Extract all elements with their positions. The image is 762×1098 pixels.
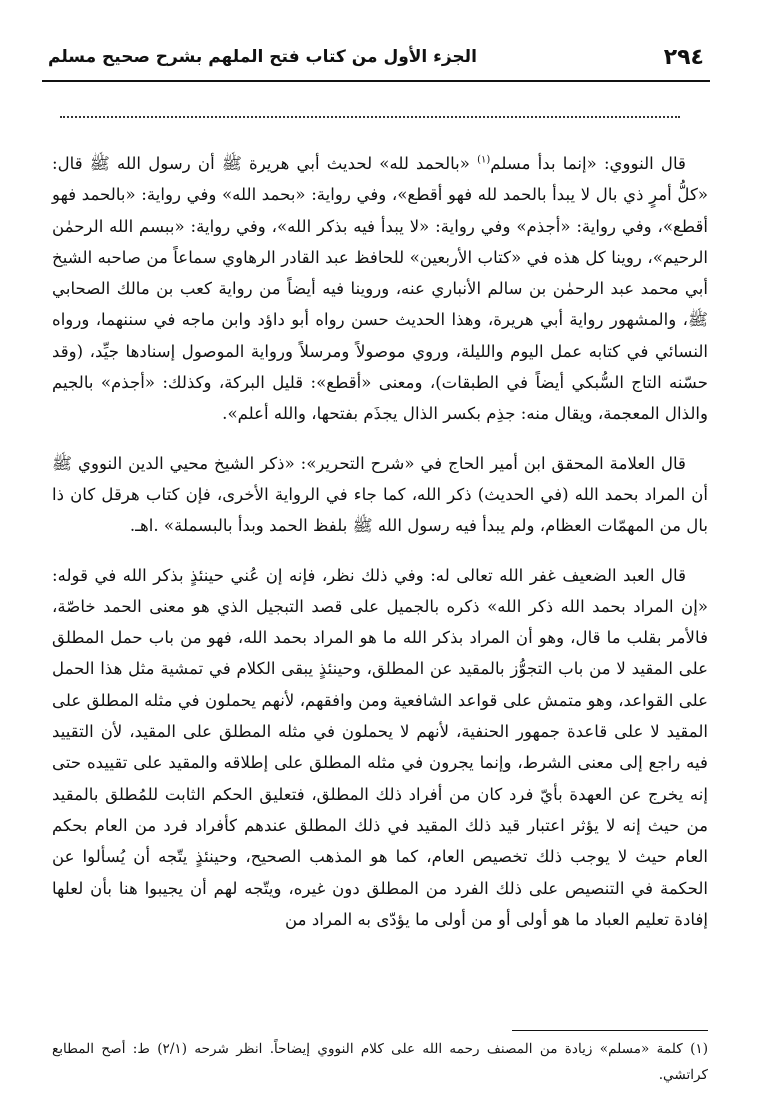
page-header xyxy=(48,40,704,74)
footnote xyxy=(52,1036,708,1088)
paragraph-1-lead: قال النووي: «إنما بدأ مسلم xyxy=(490,154,686,173)
header-rule xyxy=(42,80,710,82)
footnote-text: كلمة «مسلم» زيادة من المصنف رحمه الله على كلام النووي إيضاحاً. انظر شرحه (٢/١) ط: أصح المطابع كراتشي. xyxy=(52,1041,708,1083)
dotted-separator xyxy=(60,104,680,118)
main-text xyxy=(52,148,708,935)
running-title: الجزء الأول من كتاب فتح الملهم بشرح صحيح مسلم xyxy=(48,47,477,67)
footnote-rule xyxy=(512,1030,708,1031)
footnote-ref: (١) xyxy=(477,154,491,166)
paragraph-3: قال العبد الضعيف غفر الله تعالى له: وفي ذلك نظر، فإنه إن عُني حينئذٍ بذكر الله في قوله: «إن المراد بحمد الله ذكر الله» ذكره بالجميل على قصد التبجيل الذي هو معنى الحمد خاصّة، فالأمر بقلب ما قال، وهو أن المراد بذكر الله ما هو المراد بحمد الله، فهو من باب حمل المطلق على المقيد لا من باب التجوُّز بالمقيد عن المطلق، وحينئذٍ يبقى الكلام في تمشية مثل هذا الحمل على القواعد، وهو متمش على قواعد الشافعية ومن وافقهم، لأنهم يحملون في مثله المطلق على المقيد لا على قاعدة جمهور الحنفية، لأنهم لا يحملون في مثله المطلق على المقيد، لأن التقييد فيه راجع إلى معنى الشرط، وإنما يجرون في مثله المطلق على إطلاقه والمقيد على تقييده حتى إنه يخرج عن العهدة بأيّ فرد كان من أفراد ذلك المطلق، فتعليق الحكم الثابت للمُطلق بالمقيد من حيث إنه لا يؤثر اعتبار قيد ذلك المقيد في ذلك المطلق عندهم كأفراد فرد من العام بحكم العام حيث لا يوجب ذلك تخصيص العام، كما هو المذهب الصحيح، وحينئذٍ يتّجه أن يُسألوا عن الحكمة في التنصيص على ذلك الفرد من المطلق دون غيره، ويتّجه لهم أن يجيبوا هنا بأن لعلها إفادة تعليم العباد ما هو أولى أو من أولى ما يؤدّى به المراد من xyxy=(52,565,709,929)
paragraph-1 xyxy=(52,148,708,430)
paragraph-1-rest: «بالحمد لله» لحديث أبي هريرة ﷺ أن رسول الله ﷺ قال: «كلُّ أمرٍ ذي بال لا يبدأ بالحمد لله فهو أقطع»، وفي رواية: «بحمد الله» وفي رواية: «بالحمد فهو أقطع»، وفي رواية: «أجذم» وفي رواية: «لا يبدأ فيه بذكر الله»، وفي رواية: «ببسم الله الرحمٰن الرحيم»، روينا كل هذه في «كتاب الأربعين» للحافظ عبد القادر الرهاوي سماعاً من صاحبه الشيخ أبي محمد عبد الرحمٰن بن سالم الأنباري عنه، وروينا فيه أيضاً من رواية كعب بن مالك الصحابي ﷺ، والمشهور رواية أبي هريرة، وهذا الحديث حسن رواه أبو داؤد وابن ماجه في سننهما، ورواه النسائي في كتابه عمل اليوم والليلة، وروي موصولاً ومرسلاً ورواية الموصول إسنادها جيِّد، (وقد حسّنه التاج السُّبكي أيضاً في الطبقات)، ومعنى «أقطع»: قليل البركة، وكذلك: «أجذم» بالجيم والذال المعجمة، ويقال منه: جذِم بكسر الذال يجذَم بفتحها، والله أعلم». xyxy=(52,154,708,424)
footnote-marker: (١) xyxy=(690,1041,708,1057)
page-number: ٢٩٤ xyxy=(663,44,704,70)
paragraph-2: قال العلامة المحقق ابن أمير الحاج في «شرح التحرير»: «ذكر الشيخ محيي الدين النووي ﷺ أن المراد بحمد الله (في الحديث) ذكر الله، كما جاء في الرواية الأخرى، فإن كتاب هرقل كان ذا بال من المهمّات العظام، ولم يبدأ فيه رسول الله ﷺ بلفظ الحمد وبدأ بالبسملة» .اهـ. xyxy=(52,453,708,536)
